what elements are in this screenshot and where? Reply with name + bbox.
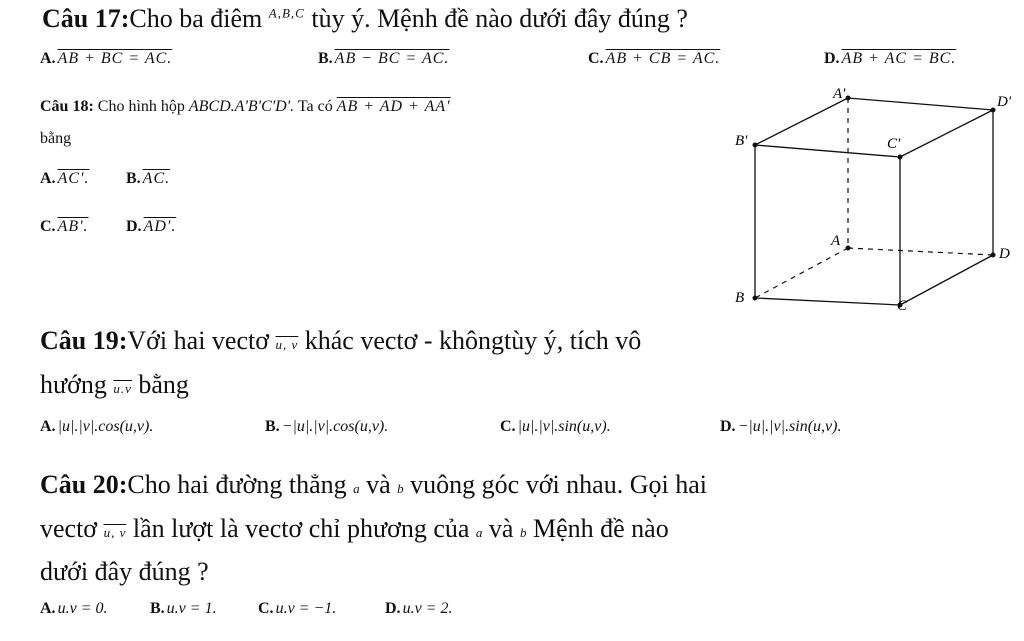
q19-vectors: u, v [275,337,299,352]
edge-c1-d1 [900,110,993,157]
q20-line2: vectơ u, v lần lượt là vectơ chỉ phương của a và b Mệnh đề nào [40,514,669,543]
q18-text3: bằng [40,130,72,147]
q17-text-before: Cho ba điêm [129,4,263,33]
label-b: B [735,290,745,306]
q17-option-a[interactable]: A. AB + BC = AC. [40,50,173,67]
q20-label: Câu 20: [40,470,128,499]
q17-option-d-expr: AB + AC = BC. [841,50,957,67]
label-b1: B' [735,133,748,149]
q20-vectors: u, v [103,525,127,540]
q17-option-b-expr: AB − BC = AC. [334,50,450,67]
q19-line1: Câu 19:Với hai vectơ u, v khác vectơ - khôngtùy ý, tích vô [40,326,642,355]
q19-line2: hướng u.v bằng [40,370,189,399]
q18-option-b[interactable]: B. AC. [126,170,171,187]
label-d1: D' [997,94,1012,110]
q19-option-b[interactable]: B. −|u|.|v|.cos(u,v). [265,418,389,435]
q18-option-d[interactable]: D. AD'. [126,218,177,235]
q18-expr: AB + AD + AA' [336,98,451,115]
q17-option-c[interactable]: C. AB + CB = AC. [588,50,721,67]
q20-option-c[interactable]: C. u.v = −1. [258,600,337,617]
q20-line3: dưới đây đúng ? [40,557,209,586]
q18-option-a[interactable]: A. AC'. [40,170,90,187]
q20-a: a [353,481,360,496]
q17-option-b[interactable]: B. AB − BC = AC. [318,50,450,67]
q19-option-d[interactable]: D. −|u|.|v|.sin(u,v). [720,418,842,435]
q17-points: A,B,C [268,5,305,21]
q17-option-c-expr: AB + CB = AC. [605,50,721,67]
q17-label: Câu 17: [42,4,130,33]
q17-text-after: tùy ý. Mệnh đề nào dưới đây đúng ? [304,4,688,33]
q17-title [42,4,688,34]
parallelepiped-figure [725,80,1015,310]
q20-option-b[interactable]: B. u.v = 1. [150,600,217,617]
q17-option-d[interactable]: D. AB + AC = BC. [824,50,957,67]
q19-dot: u.v [113,381,132,396]
q20-option-a[interactable]: A. u.v = 0. [40,600,108,617]
label-a: A [831,233,841,249]
edge-c-d [900,255,993,305]
edge-b1-a1 [755,98,848,145]
q19-option-c[interactable]: C. |u|.|v|.sin(u,v). [500,418,611,435]
q18-text: Câu 18: Cho hình hộp ABCD.A'B'C'D'. Ta có AB + AD + AA' [40,98,451,115]
edge-b1-c1 [755,145,900,157]
q19-label: Câu 19: [40,326,128,355]
edge-a-d-hidden [848,248,993,255]
label-d: D [999,246,1010,262]
label-c1: C' [887,136,901,152]
q20-b: b [397,481,404,496]
q20-option-d[interactable]: D. u.v = 2. [385,600,453,617]
q18-option-c[interactable]: C. AB'. [40,218,89,235]
q19-option-a[interactable]: A. |u|.|v|.cos(u,v). [40,418,154,435]
label-c: C [897,298,908,310]
edge-a1-d1 [848,98,993,110]
label-a1: A' [833,86,846,102]
q17-option-a-expr: AB + BC = AC. [57,50,173,67]
q18-shape: ABCD.A'B'C'D'. [188,98,295,115]
q18-label: Câu 18: [40,98,94,115]
edge-a-b-hidden [755,248,848,298]
q20-line1: Câu 20:Cho hai đường thẳng a và b vuông góc với nhau. Gọi hai [40,470,707,499]
edge-b-c [755,298,900,305]
